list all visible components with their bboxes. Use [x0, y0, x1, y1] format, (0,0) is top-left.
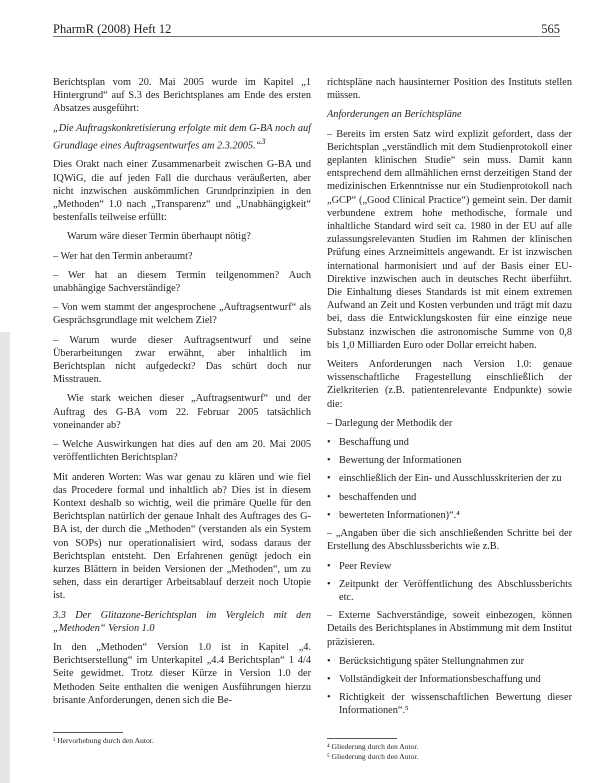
- list-item-text: Zeitpunkt der Veröffentlichung des Abschlussberichts etc.: [339, 578, 572, 603]
- paragraph: Mit anderen Worten: Was war genau zu klären und wie fiel das Procedere formal und inhaltlich ab? Dies ist in diesem Kontext deshalb so wichtig, weil die primäre Quelle für den Berichtsplan natürlich der genaue Inhalt des Auftrages des G-BA ist, der durch die „Methoden“ (verstanden als ein System von SOPs) nur operationalisiert wird, sodass daraus der Berichtsplan entsteht. Den Erfahrenen genügt jedoch ein kurzes Blättern in beiden Versionen der „Methoden“, um zu sehen, dass ein derartiger Arbeitsablauf derzeit noch Utopie ist.: [53, 471, 311, 602]
- bullet-icon: •: [327, 655, 331, 667]
- paragraph: Berichtsplan vom 20. Mai 2005 wurde im Kapitel „1 Hintergrund“ auf S.3 des Berichtsplanes am Ende des ersten Absatzes ausgeführt:: [53, 77, 311, 115]
- footnotes-left: [53, 732, 311, 746]
- list-intro: – Darlegung der Methodik der: [327, 417, 453, 429]
- bullet-list: [327, 655, 572, 718]
- list-item: [327, 655, 572, 668]
- list-item: [327, 578, 572, 604]
- running-head: [53, 22, 560, 37]
- bullet-icon: •: [327, 437, 331, 449]
- list-item-text: bewerteten Informationen)“.⁴: [339, 509, 460, 521]
- list-item: [327, 454, 572, 467]
- list-item: [327, 491, 572, 504]
- quotation-text: „Die Auftragskonkretisierung erfolgte mit dem G-BA noch auf Grundlage eines Auftragsentwurfes am 2.3.2005.“: [53, 122, 311, 152]
- paragraph: richtspläne nach hausinterner Position des Instituts stellen müssen.: [327, 77, 572, 102]
- list-item-text: Peer Review: [339, 560, 392, 572]
- list-item: [327, 691, 572, 717]
- bullet-icon: •: [327, 578, 331, 590]
- paragraph: Weiters Anforderungen nach Version 1.0: genaue wissenschaftliche Fragestellung einschließlich der Zielkriterien (z.B. patientenrelevante Endpunkte) sowie die:: [327, 359, 572, 410]
- list-item-text: Vollständigkeit der Informationsbeschaffung und: [339, 673, 541, 685]
- section-heading: Anforderungen an Berichtspläne: [327, 109, 462, 121]
- question: Wie stark weichen dieser „Auftragsentwurf“ und der Auftrag des G-BA vom 22. Februar 2005 tatsächlich voneinander ab?: [53, 393, 311, 431]
- bullet-icon: •: [327, 692, 331, 704]
- question: – Warum wurde dieser Auftragsentwurf und seine Überarbeitungen zwar erwähnt, aber inhaltlich im Berichtsplan nicht aufgedeckt? Das schürt doch nur Misstrauen.: [53, 334, 311, 386]
- question: Warum wäre dieser Termin überhaupt nötig?: [67, 231, 251, 243]
- question: – Welche Auswirkungen hat dies auf den am 20. Mai 2005 veröffentlichten Berichtsplan?: [53, 439, 311, 464]
- list-item-text: Beschaffung und: [339, 437, 409, 449]
- question: – Wer hat an diesem Termin teilgenommen? Auch unabhängige Sachverständige?: [53, 269, 311, 295]
- footnotes-right: [327, 738, 572, 761]
- list-item: [327, 472, 572, 485]
- bullet-list: [327, 560, 572, 605]
- paragraph: – Bereits im ersten Satz wird explizit gefordert, dass der Berichtsplan „verständlich mit dem Studienprotokoll einer geplanten klinischen Studie“ sein muss. Damit kann entsprechend dem allmählichen ernst derzeitigen Stand der medizinischen Erkenntnisse nur ein Studienprotokoll nach „GCP“ („Good Clinical Practice“) gemeint sein. Der damit verbundene extrem hohe methodische, formale und inhaltliche Standard wird seit ca. 1980 in der EU auf alle zulassungsrelevanten Studien im Rahmen der klinischen Prüfung eines Arzneimittels angewandt. Er ist inzwischen international harmonisiert und auf der Basis einer EU-Direktive inzwischen auch in deutsches Recht überführt. Die Einhaltung dieses Standards ist mit einem extremen Aufwand an Zeit und Kosten verbunden und trägt mit dazu bei, dass die Entwicklungskosten für eine einzige neue Substanz inzwischen die astronomische Summe von 0,8 bis 1,0 Milliarden Euro oder Dollar erreicht haben.: [327, 128, 572, 351]
- list-item-text: einschließlich der Ein- und Ausschlusskriterien der zu: [339, 473, 562, 485]
- left-column: [53, 76, 311, 713]
- quotation: [53, 122, 311, 153]
- bullet-icon: •: [327, 673, 331, 685]
- bullet-icon: •: [327, 560, 331, 572]
- page-number: 565: [541, 22, 560, 36]
- scan-edge-shade: [0, 332, 10, 783]
- bullet-icon: •: [327, 509, 331, 521]
- list-item: [327, 560, 572, 573]
- paragraph: Dies Orakt nach einer Zusammenarbeit zwischen G-BA und IQWiG, die auf jeden Fall die durchaus veräußerten, aber nicht inzwischen auskömmlichen Grundprinzipien in den „Methoden“ 1.0 nach „Transparenz“ und „Unabhängigkeit“ bestenfalls teilweise erfüllt:: [53, 159, 311, 224]
- footnote-ref: 3: [261, 135, 266, 146]
- list-item: [327, 436, 572, 449]
- footnote: ⁴ Gliederung durch den Autor.: [327, 742, 419, 751]
- bullet-icon: •: [327, 491, 331, 503]
- footnote: ⁵ Gliederung durch den Autor.: [327, 751, 419, 761]
- list-item: [327, 509, 572, 522]
- bullet-list: [327, 436, 572, 522]
- paragraph: – Externe Sachverständige, soweit einbezogen, können Details des Berichtsplanes in Abstimmung mit dem Institut präzisieren.: [327, 610, 572, 648]
- question: – Wer hat den Termin anberaumt?: [53, 250, 193, 262]
- question: – Von wem stammt der angesprochene „Auftragsentwurf“ als Gesprächsgrundlage mit welchem Ziel?: [53, 302, 311, 327]
- section-heading: 3.3 Der Glitazone-Berichtsplan im Vergleich mit den „Methoden“ Version 1.0: [53, 609, 311, 634]
- footnote: ³ Hervorhebung durch den Autor.: [53, 736, 154, 745]
- bullet-icon: •: [327, 473, 331, 485]
- paragraph: In den „Methoden“ Version 1.0 ist in Kapitel „4. Berichtserstellung“ im Unterkapitel „4.4 Berichtsplan“ 1 4/4 Seite gewidmet. Trotz dieser Kürze in Version 1.0 der Methoden Seite enthalten die wenigen Ausführungen hierzu brisante Anforderungen, denen sich die Be-: [53, 641, 311, 706]
- journal-title: PharmR (2008) Heft 12: [53, 22, 172, 36]
- list-item-text: Bewertung der Informationen: [339, 455, 462, 467]
- paragraph: – „Angaben über die sich anschließenden Schritte bei der Erstellung des Abschlussberichts wie z.B.: [327, 528, 572, 553]
- right-column: [327, 76, 572, 723]
- footnote-rule: [327, 738, 397, 739]
- list-item-text: Berücksichtigung später Stellungnahmen zur: [339, 655, 525, 667]
- list-item: [327, 673, 572, 686]
- footnote-rule: [53, 732, 123, 733]
- bullet-icon: •: [327, 455, 331, 467]
- list-item-text: beschaffenden und: [339, 491, 417, 503]
- list-item-text: Richtigkeit der wissenschaftlichen Bewertung dieser Informationen“.⁵: [339, 692, 572, 717]
